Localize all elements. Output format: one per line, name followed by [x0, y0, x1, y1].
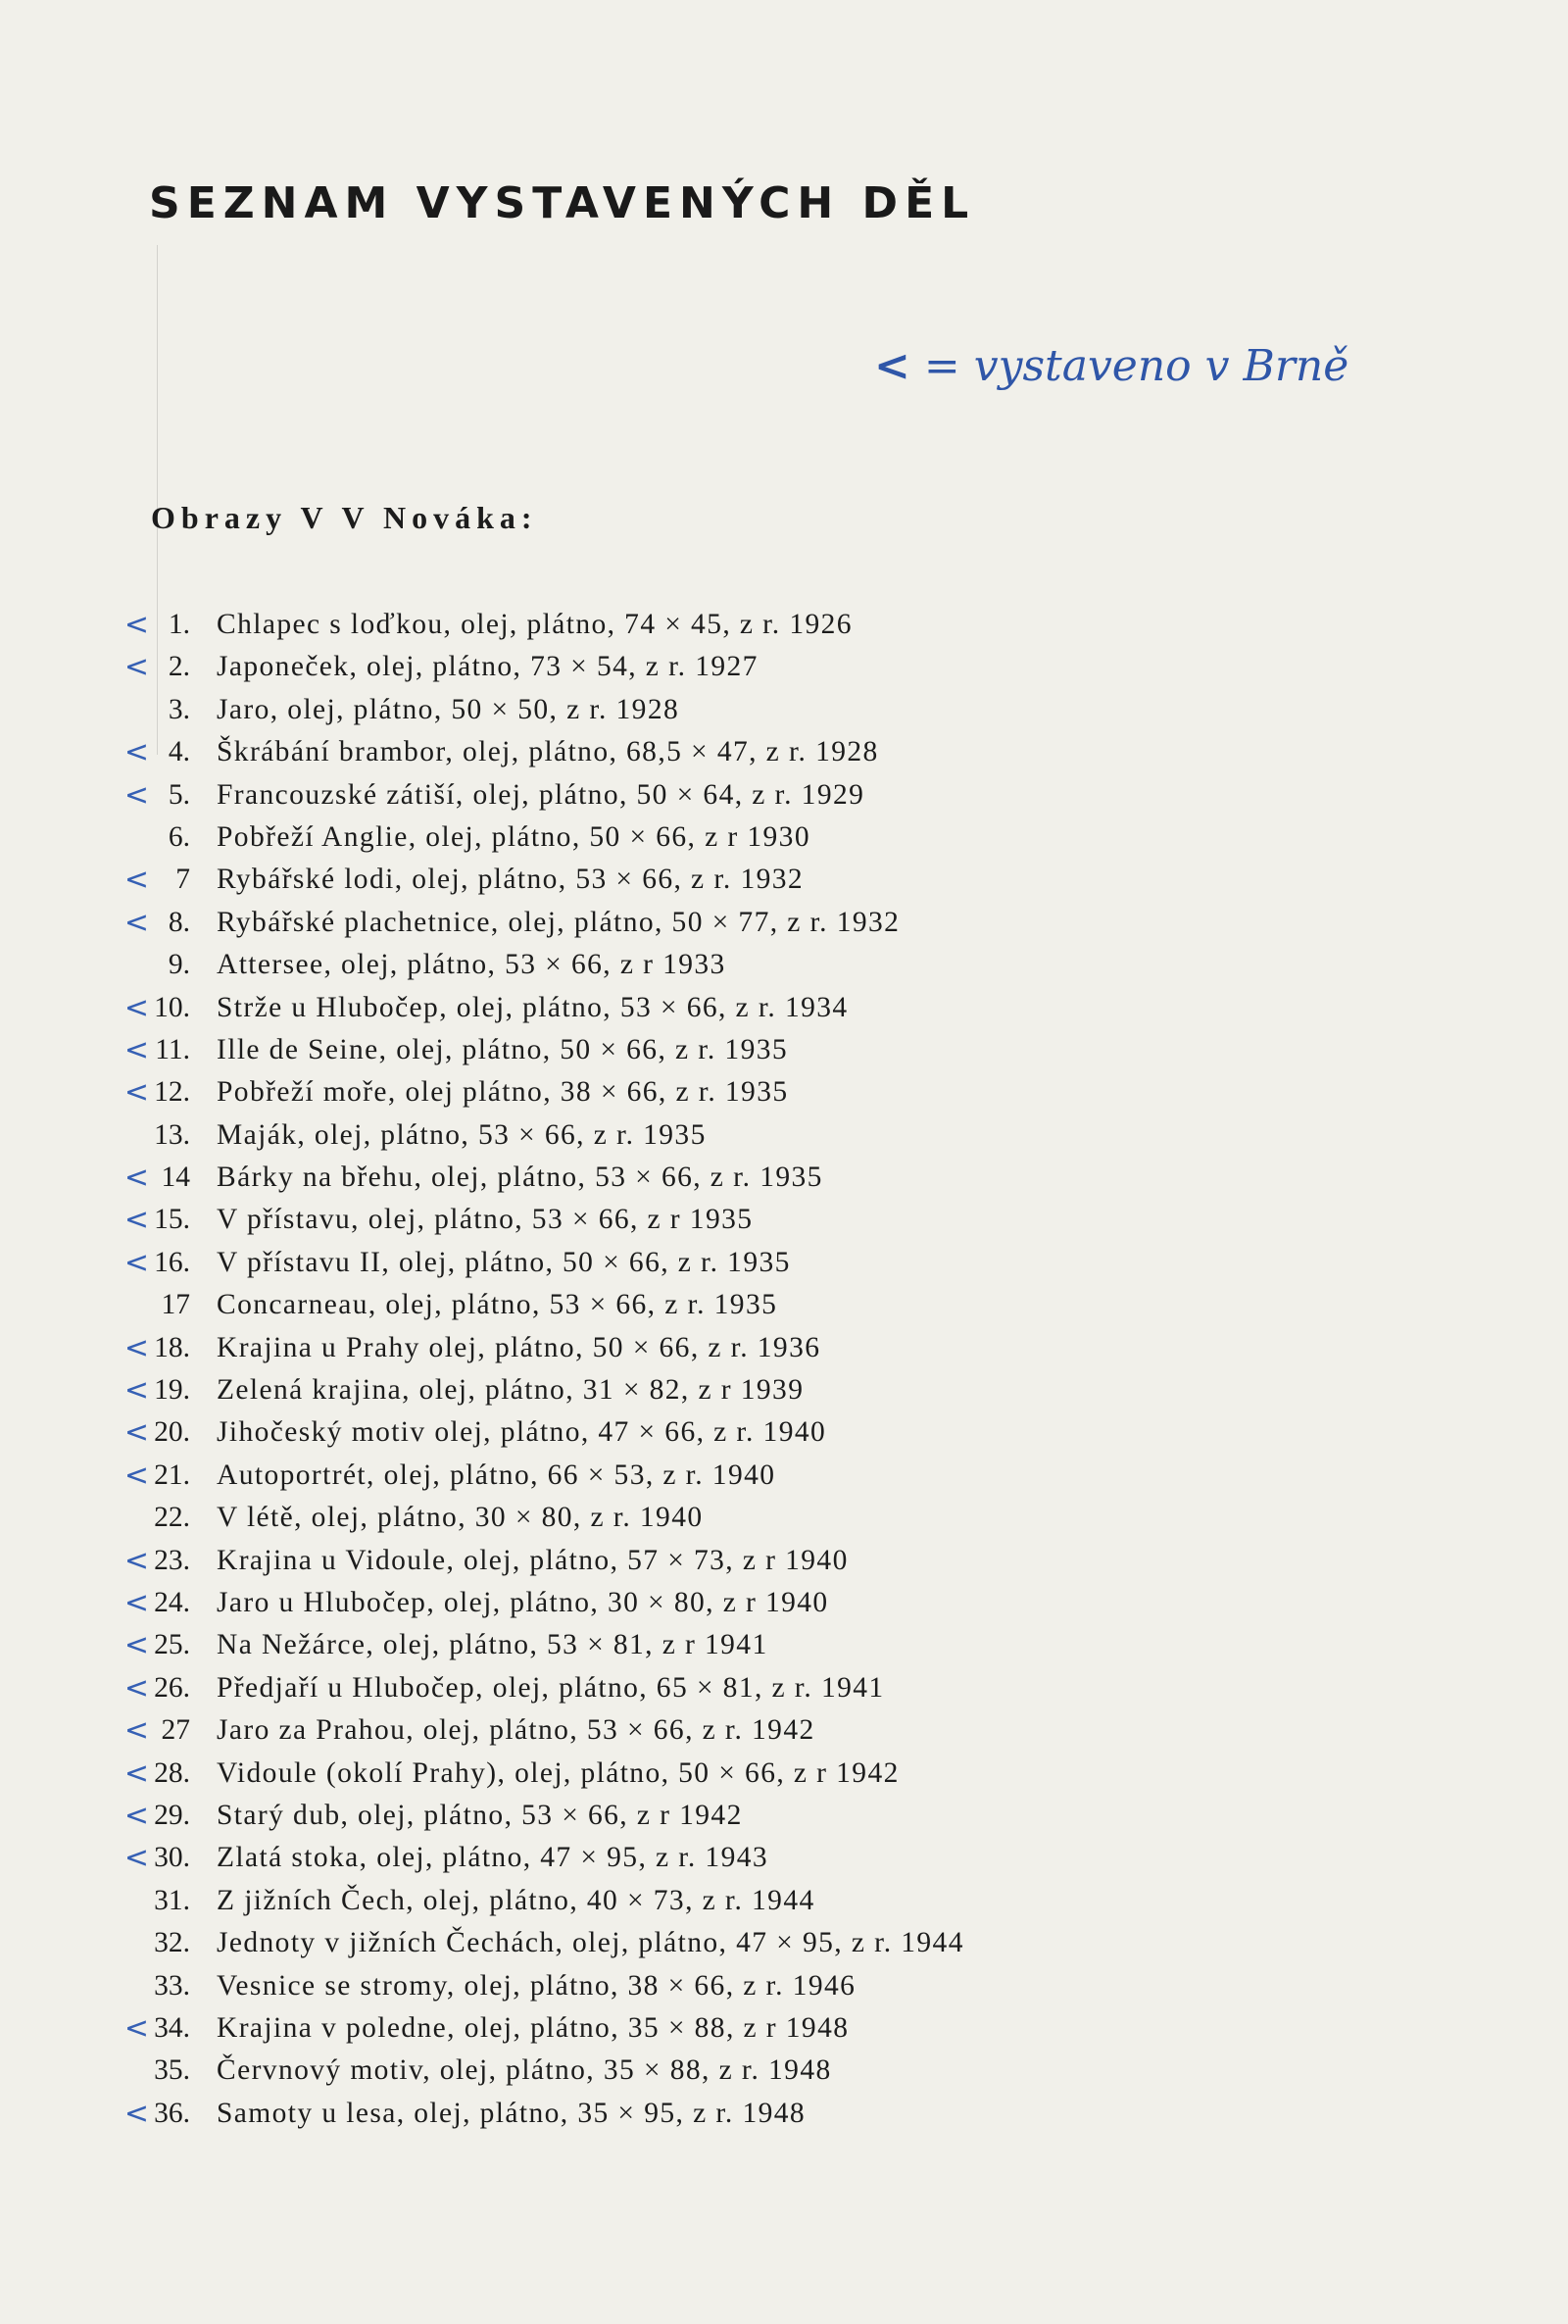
- item-text: Jaro za Prahou, olej, plátno, 53 × 66, z r. 1942: [217, 1714, 815, 1747]
- item-number: 32.: [154, 1927, 190, 1959]
- item-text: Jaro u Hlubočep, olej, plátno, 30 × 80, z r 1940: [217, 1586, 829, 1618]
- item-text: Červnový motiv, olej, plátno, 35 × 88, z r. 1948: [217, 2054, 832, 2087]
- exhibited-in-brno-mark: <: [123, 1543, 149, 1578]
- item-text: Krajina u Prahy olej, plátno, 50 × 66, z r. 1936: [217, 1331, 821, 1363]
- item-text: Francouzské zátiší, olej, plátno, 50 × 64, z r. 1929: [217, 778, 865, 811]
- item-text: Jihočeský motiv olej, plátno, 47 × 66, z r. 1940: [217, 1416, 827, 1449]
- note-symbol: <: [874, 341, 910, 391]
- item-text: Ille de Seine, olej, plátno, 50 × 66, z r. 1935: [217, 1033, 789, 1065]
- exhibited-in-brno-mark: <: [123, 1415, 149, 1451]
- item-number: 12.: [154, 1076, 190, 1109]
- exhibited-in-brno-mark: <: [123, 1032, 149, 1067]
- item-number: 34.: [154, 2011, 190, 2044]
- item-text: Předjaří u Hlubočep, olej, plátno, 65 × 81, z r. 1941: [217, 1671, 885, 1704]
- item-text: Starý dub, olej, plátno, 53 × 66, z r 1942: [217, 1799, 743, 1831]
- item-number: 10.: [154, 991, 190, 1023]
- item-number: 24.: [154, 1586, 190, 1618]
- item-text: Bárky na břehu, olej, plátno, 53 × 66, z r. 1935: [217, 1162, 823, 1194]
- item-text: Maják, olej, plátno, 53 × 66, z r. 1935: [217, 1118, 707, 1151]
- item-text: Attersee, olej, plátno, 53 × 66, z r 1933: [217, 949, 726, 981]
- exhibited-in-brno-mark: <: [123, 1203, 149, 1238]
- item-text: Krajina u Vidoule, olej, plátno, 57 × 73, z r 1940: [217, 1544, 849, 1576]
- item-number: 18.: [154, 1331, 190, 1363]
- item-number: 15.: [154, 1204, 190, 1236]
- exhibited-in-brno-mark: <: [123, 1458, 149, 1493]
- item-number: 2.: [168, 651, 190, 683]
- item-number: 7: [175, 864, 190, 896]
- item-text: Pobřeží Anglie, olej, plátno, 50 × 66, z r 1930: [217, 820, 810, 853]
- item-text: Pobřeží moře, olej plátno, 38 × 66, z r. 1935: [217, 1076, 789, 1109]
- note-text: = vystaveno v Brně: [923, 341, 1349, 391]
- item-number: 6.: [168, 820, 190, 853]
- handwritten-note: [874, 341, 1348, 391]
- item-text: V létě, olej, plátno, 30 × 80, z r. 1940: [217, 1502, 704, 1534]
- page-title: SEZNAM VYSTAVENÝCH DĚL: [149, 178, 976, 228]
- section-subtitle: Obrazy V V Nováka:: [151, 500, 538, 535]
- item-number: 1.: [168, 609, 190, 640]
- item-number: 5.: [168, 778, 190, 811]
- item-text: Rybářské plachetnice, olej, plátno, 50 × 77, z r. 1932: [217, 906, 901, 938]
- item-number: 8.: [168, 906, 190, 938]
- item-text: V přístavu II, olej, plátno, 50 × 66, z r. 1935: [217, 1246, 791, 1278]
- item-text: Concarneau, olej, plátno, 53 × 66, z r. 1935: [217, 1289, 778, 1321]
- item-number: 13.: [154, 1118, 190, 1151]
- exhibited-in-brno-mark: <: [123, 1841, 149, 1876]
- item-number: 30.: [154, 1842, 190, 1874]
- item-text: Strže u Hlubočep, olej, plátno, 53 × 66, z r. 1934: [217, 991, 849, 1023]
- item-number: 16.: [154, 1246, 190, 1278]
- exhibited-in-brno-mark: <: [123, 1713, 149, 1749]
- item-number: 14: [161, 1162, 190, 1194]
- exhibited-in-brno-mark: <: [123, 990, 149, 1025]
- item-number: 20.: [154, 1416, 190, 1449]
- item-number: 28.: [154, 1756, 190, 1789]
- item-text: Chlapec s loďkou, olej, plátno, 74 × 45, z r. 1926: [217, 609, 853, 640]
- item-text: Vesnice se stromy, olej, plátno, 38 × 66, z r. 1946: [217, 1969, 857, 2002]
- item-number: 9.: [168, 949, 190, 981]
- item-text: Rybářské lodi, olej, plátno, 53 × 66, z r. 1932: [217, 864, 805, 896]
- item-number: 35.: [154, 2054, 190, 2087]
- item-number: 4.: [168, 736, 190, 768]
- item-text: Zlatá stoka, olej, plátno, 47 × 95, z r. 1943: [217, 1842, 769, 1874]
- exhibited-in-brno-mark: <: [123, 1161, 149, 1196]
- item-number: 3.: [168, 693, 190, 725]
- item-number: 23.: [154, 1544, 190, 1576]
- item-number: 29.: [154, 1799, 190, 1831]
- item-number: 33.: [154, 1969, 190, 2002]
- item-number: 11.: [155, 1033, 190, 1065]
- item-number: 19.: [154, 1374, 190, 1407]
- item-number: 17: [161, 1289, 190, 1321]
- item-text: Samoty u lesa, olej, plátno, 35 × 95, z r. 1948: [217, 2097, 807, 2129]
- exhibited-in-brno-mark: <: [123, 735, 149, 770]
- exhibited-in-brno-mark: <: [123, 1798, 149, 1833]
- item-text: Škrábání brambor, olej, plátno, 68,5 × 47, z r. 1928: [217, 736, 879, 768]
- item-number: 27: [161, 1714, 190, 1747]
- exhibited-in-brno-mark: <: [123, 777, 149, 813]
- exhibited-in-brno-mark: <: [123, 905, 149, 940]
- exhibited-in-brno-mark: <: [123, 1373, 149, 1409]
- item-text: Jednoty v jižních Čechách, olej, plátno, 47 × 95, z r. 1944: [217, 1927, 964, 1959]
- exhibited-in-brno-mark: <: [123, 1585, 149, 1620]
- exhibited-in-brno-mark: <: [123, 608, 149, 642]
- exhibited-in-brno-mark: <: [123, 1628, 149, 1663]
- exhibited-in-brno-mark: <: [123, 1755, 149, 1791]
- exhibited-in-brno-mark: <: [123, 2096, 149, 2131]
- exhibited-in-brno-mark: <: [123, 863, 149, 898]
- item-text: Zelená krajina, olej, plátno, 31 × 82, z r 1939: [217, 1374, 805, 1407]
- item-text: V přístavu, olej, plátno, 53 × 66, z r 1935: [217, 1204, 754, 1236]
- exhibited-in-brno-mark: <: [123, 650, 149, 685]
- exhibited-in-brno-mark: <: [123, 2010, 149, 2046]
- item-number: 21.: [154, 1459, 190, 1491]
- exhibited-in-brno-mark: <: [123, 1670, 149, 1706]
- item-number: 25.: [154, 1629, 190, 1661]
- item-text: Japoneček, olej, plátno, 73 × 54, z r. 1927: [217, 651, 759, 683]
- item-text: Autoportrét, olej, plátno, 66 × 53, z r. 1940: [217, 1459, 776, 1491]
- item-number: 31.: [154, 1884, 190, 1916]
- item-number: 26.: [154, 1671, 190, 1704]
- exhibited-in-brno-mark: <: [123, 1245, 149, 1280]
- item-text: Krajina v poledne, olej, plátno, 35 × 88, z r 1948: [217, 2011, 850, 2044]
- item-text: Na Nežárce, olej, plátno, 53 × 81, z r 1941: [217, 1629, 768, 1661]
- item-number: 22.: [154, 1502, 190, 1534]
- item-number: 36.: [154, 2097, 190, 2129]
- item-text: Jaro, olej, plátno, 50 × 50, z r. 1928: [217, 693, 680, 725]
- exhibited-in-brno-mark: <: [123, 1075, 149, 1111]
- item-text: Vidoule (okolí Prahy), olej, plátno, 50 × 66, z r 1942: [217, 1756, 900, 1789]
- exhibited-in-brno-mark: <: [123, 1330, 149, 1365]
- item-text: Z jižních Čech, olej, plátno, 40 × 73, z r. 1944: [217, 1884, 815, 1916]
